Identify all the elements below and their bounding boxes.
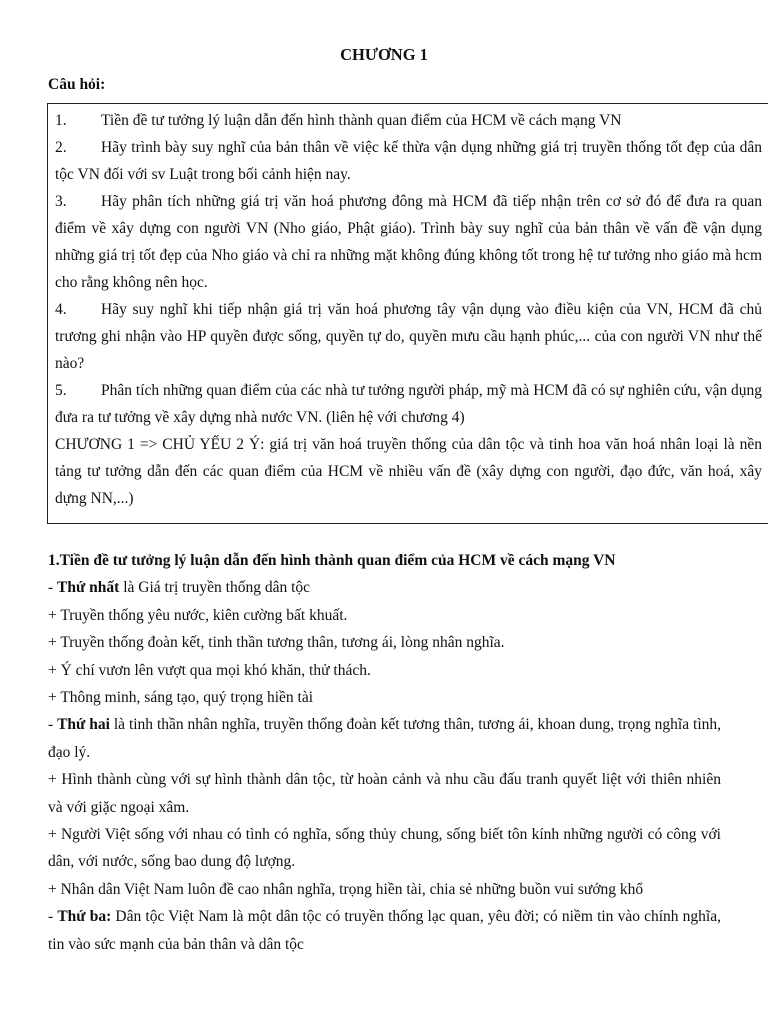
answer-section — [48, 547, 721, 958]
bullet-dash: - — [48, 579, 58, 597]
question-number: 1. — [55, 112, 67, 129]
chapter-summary-note: CHƯƠNG 1 => CHỦ YẾU 2 Ý: giá trị văn hoá truyền thống của dân tộc và tinh hoa văn hoá nhân loại là nền tảng tư tưởng dẫn đến các quan điểm của HCM về nhiều vấn đề (xây dựng con người, đạo đức, văn hoá, xây dựng NN,...) — [55, 436, 762, 507]
answer-heading: 1.Tiền đề tư tưởng lý luận dẫn đến hình thành quan điểm của HCM về cách mạng VN — [48, 552, 616, 569]
point-second-label: Thứ hai — [57, 716, 110, 734]
point-second — [48, 711, 721, 766]
question-text: Tiền đề tư tưởng lý luận dẫn đến hình thành quan điểm của HCM về cách mạng VN — [101, 112, 622, 129]
question-text: Hãy trình bày suy nghĩ của bản thân về việc kế thừa vận dụng những giá trị truyền thống tốt đẹp của dân tộc VN đối với sv Luật trong bối cảnh hiện nay. — [55, 139, 762, 183]
point-second-text: là tinh thần nhân nghĩa, truyền thống đoàn kết tương thân, tương ái, khoan dung, trọng nghĩa tình, đạo lý. — [48, 716, 721, 761]
bullet-dash: - — [48, 908, 58, 926]
point-third-label: Thứ ba: — [57, 908, 112, 926]
bullet-dash: - — [48, 716, 58, 734]
question-text: Phân tích những quan điểm của các nhà tư tưởng người pháp, mỹ mà HCM đã có sự nghiên cứu, vận dụng đưa ra tư tưởng về xây dựng nhà nước VN. (liên hệ với chương 4) — [55, 382, 762, 426]
sub-point: + Truyền thống đoàn kết, tinh thần tương thân, tương ái, lòng nhân nghĩa. — [48, 634, 505, 652]
question-number: 3. — [55, 193, 67, 210]
question-item — [55, 377, 762, 431]
question-item — [55, 296, 762, 377]
point-first — [48, 574, 721, 601]
question-number: 5. — [55, 382, 67, 399]
sub-point: + Nhân dân Việt Nam luôn đề cao nhân nghĩa, trọng hiền tài, chia sẻ những buồn vui sướng khổ — [48, 880, 644, 898]
sub-point: + Thông minh, sáng tạo, quý trọng hiền tài — [48, 689, 314, 707]
question-number: 4. — [55, 301, 67, 318]
question-item — [55, 188, 762, 296]
questions-box — [47, 103, 768, 524]
question-text: Hãy suy nghĩ khi tiếp nhận giá trị văn hoá phương tây vận dụng vào điều kiện của VN, HCM đã chủ trương ghi nhận vào HP quyền được sống, quyền tự do, quyền mưu cầu hạnh phúc,... của con người VN như thế nào? — [55, 301, 762, 372]
sub-point: + Người Việt sống với nhau có tình có nghĩa, sống thủy chung, sống biết tôn kính những người có công với dân, với nước, sống bao dung độ lượng. — [48, 826, 721, 871]
sub-point: + Truyền thống yêu nước, kiên cường bất khuất. — [48, 606, 348, 624]
point-first-label: Thứ nhất — [57, 579, 120, 597]
question-number: 2. — [55, 139, 67, 156]
question-item — [55, 107, 762, 134]
point-first-text: là Giá trị truyền thống dân tộc — [119, 579, 311, 597]
point-third-text: Dân tộc Việt Nam là một dân tộc có truyền thống lạc quan, yêu đời; có niềm tin vào chính nghĩa, tin vào sức mạnh của bản thân và dân tộc — [48, 908, 721, 953]
sub-point: + Ý chí vươn lên vượt qua mọi khó khăn, thử thách. — [48, 661, 371, 679]
point-third — [48, 903, 721, 958]
chapter-title: CHƯƠNG 1 — [340, 45, 428, 64]
questions-label: Câu hỏi: — [48, 76, 106, 93]
sub-point: + Hình thành cùng với sự hình thành dân tộc, từ hoàn cảnh và nhu cầu đấu tranh quyết liệt với thiên nhiên và với giặc ngoại xâm. — [48, 771, 721, 816]
question-item — [55, 134, 762, 188]
question-text: Hãy phân tích những giá trị văn hoá phương đông mà HCM đã tiếp nhận trên cơ sở đó để đưa ra quan điểm về xây dựng con người VN (Nho giáo, Phật giáo). Trình bày suy nghĩ của bản thân về vấn đề vận dụng những giá trị tốt đẹp của Nho giáo và chỉ ra những mặt không đúng không tốt trong hệ tư tưởng nho giáo mà hcm cho rằng không nên học. — [55, 193, 762, 291]
